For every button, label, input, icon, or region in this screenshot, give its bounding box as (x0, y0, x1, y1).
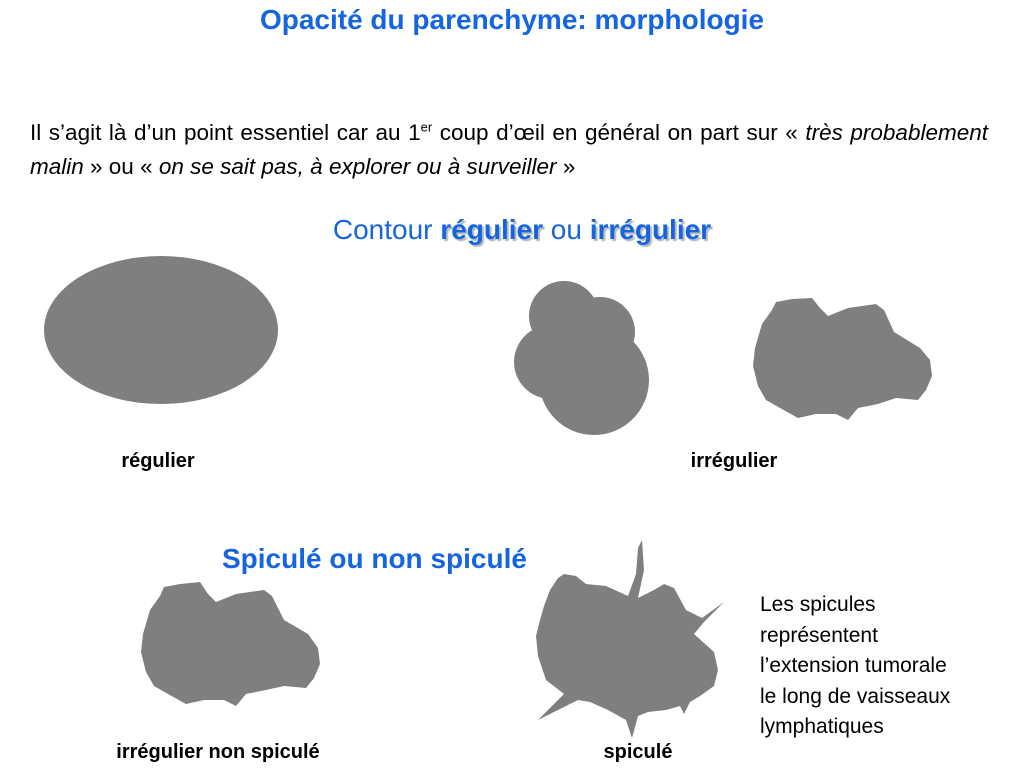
section-title-contour (0, 214, 1024, 246)
intro-paragraph (30, 116, 988, 184)
intro-text-2: coup d’œil en général on part sur « (432, 120, 806, 145)
label-irregular: irrégulier (690, 450, 778, 472)
note-line: représentent (760, 623, 878, 647)
lobulated-lobe (539, 325, 649, 435)
intro-text-3: » ou « (83, 154, 159, 179)
spiculated-blob-shape (534, 540, 729, 740)
contour-irregular-word: irrégulier (589, 214, 712, 245)
intro-superscript: er (420, 119, 433, 135)
page-title: Opacité du parenchyme: morphologie (259, 4, 765, 35)
label-spiculated: spiculé (603, 741, 673, 763)
note-line: l’extension tumorale (760, 654, 947, 677)
intro-italic-1: très probablement malin (30, 120, 988, 179)
section-title-spiculated: Spiculé ou non spiculé (222, 543, 527, 574)
label-irregular-non-spiculated: irrégulier non spiculé (116, 741, 320, 763)
regular-ellipse (44, 256, 278, 404)
irregular-blob-shape (750, 296, 936, 422)
note-line: lymphatiques (760, 715, 884, 738)
note-line: le long de vaisseaux (760, 684, 951, 708)
regular-ellipse-shape (40, 252, 282, 408)
lobulated-shape (508, 276, 658, 436)
contour-middle: ou (543, 214, 590, 245)
spicules-note (760, 590, 950, 743)
intro-text-1: Il s’agit là d’un point essentiel car au 1 (30, 120, 421, 145)
irregular-blob (753, 298, 932, 420)
spiculated-blob (536, 540, 724, 738)
intro-text-4: » (556, 154, 576, 179)
non-spiculated-blob (141, 582, 320, 706)
intro-italic-2: on se sait pas, à explorer ou à surveiller (158, 154, 557, 179)
non-spiculated-blob-shape (138, 580, 324, 708)
contour-prefix: Contour (332, 214, 441, 245)
note-line: Les spicules (760, 593, 876, 616)
label-regular: régulier (121, 450, 195, 472)
contour-regular-word: régulier (440, 214, 543, 245)
